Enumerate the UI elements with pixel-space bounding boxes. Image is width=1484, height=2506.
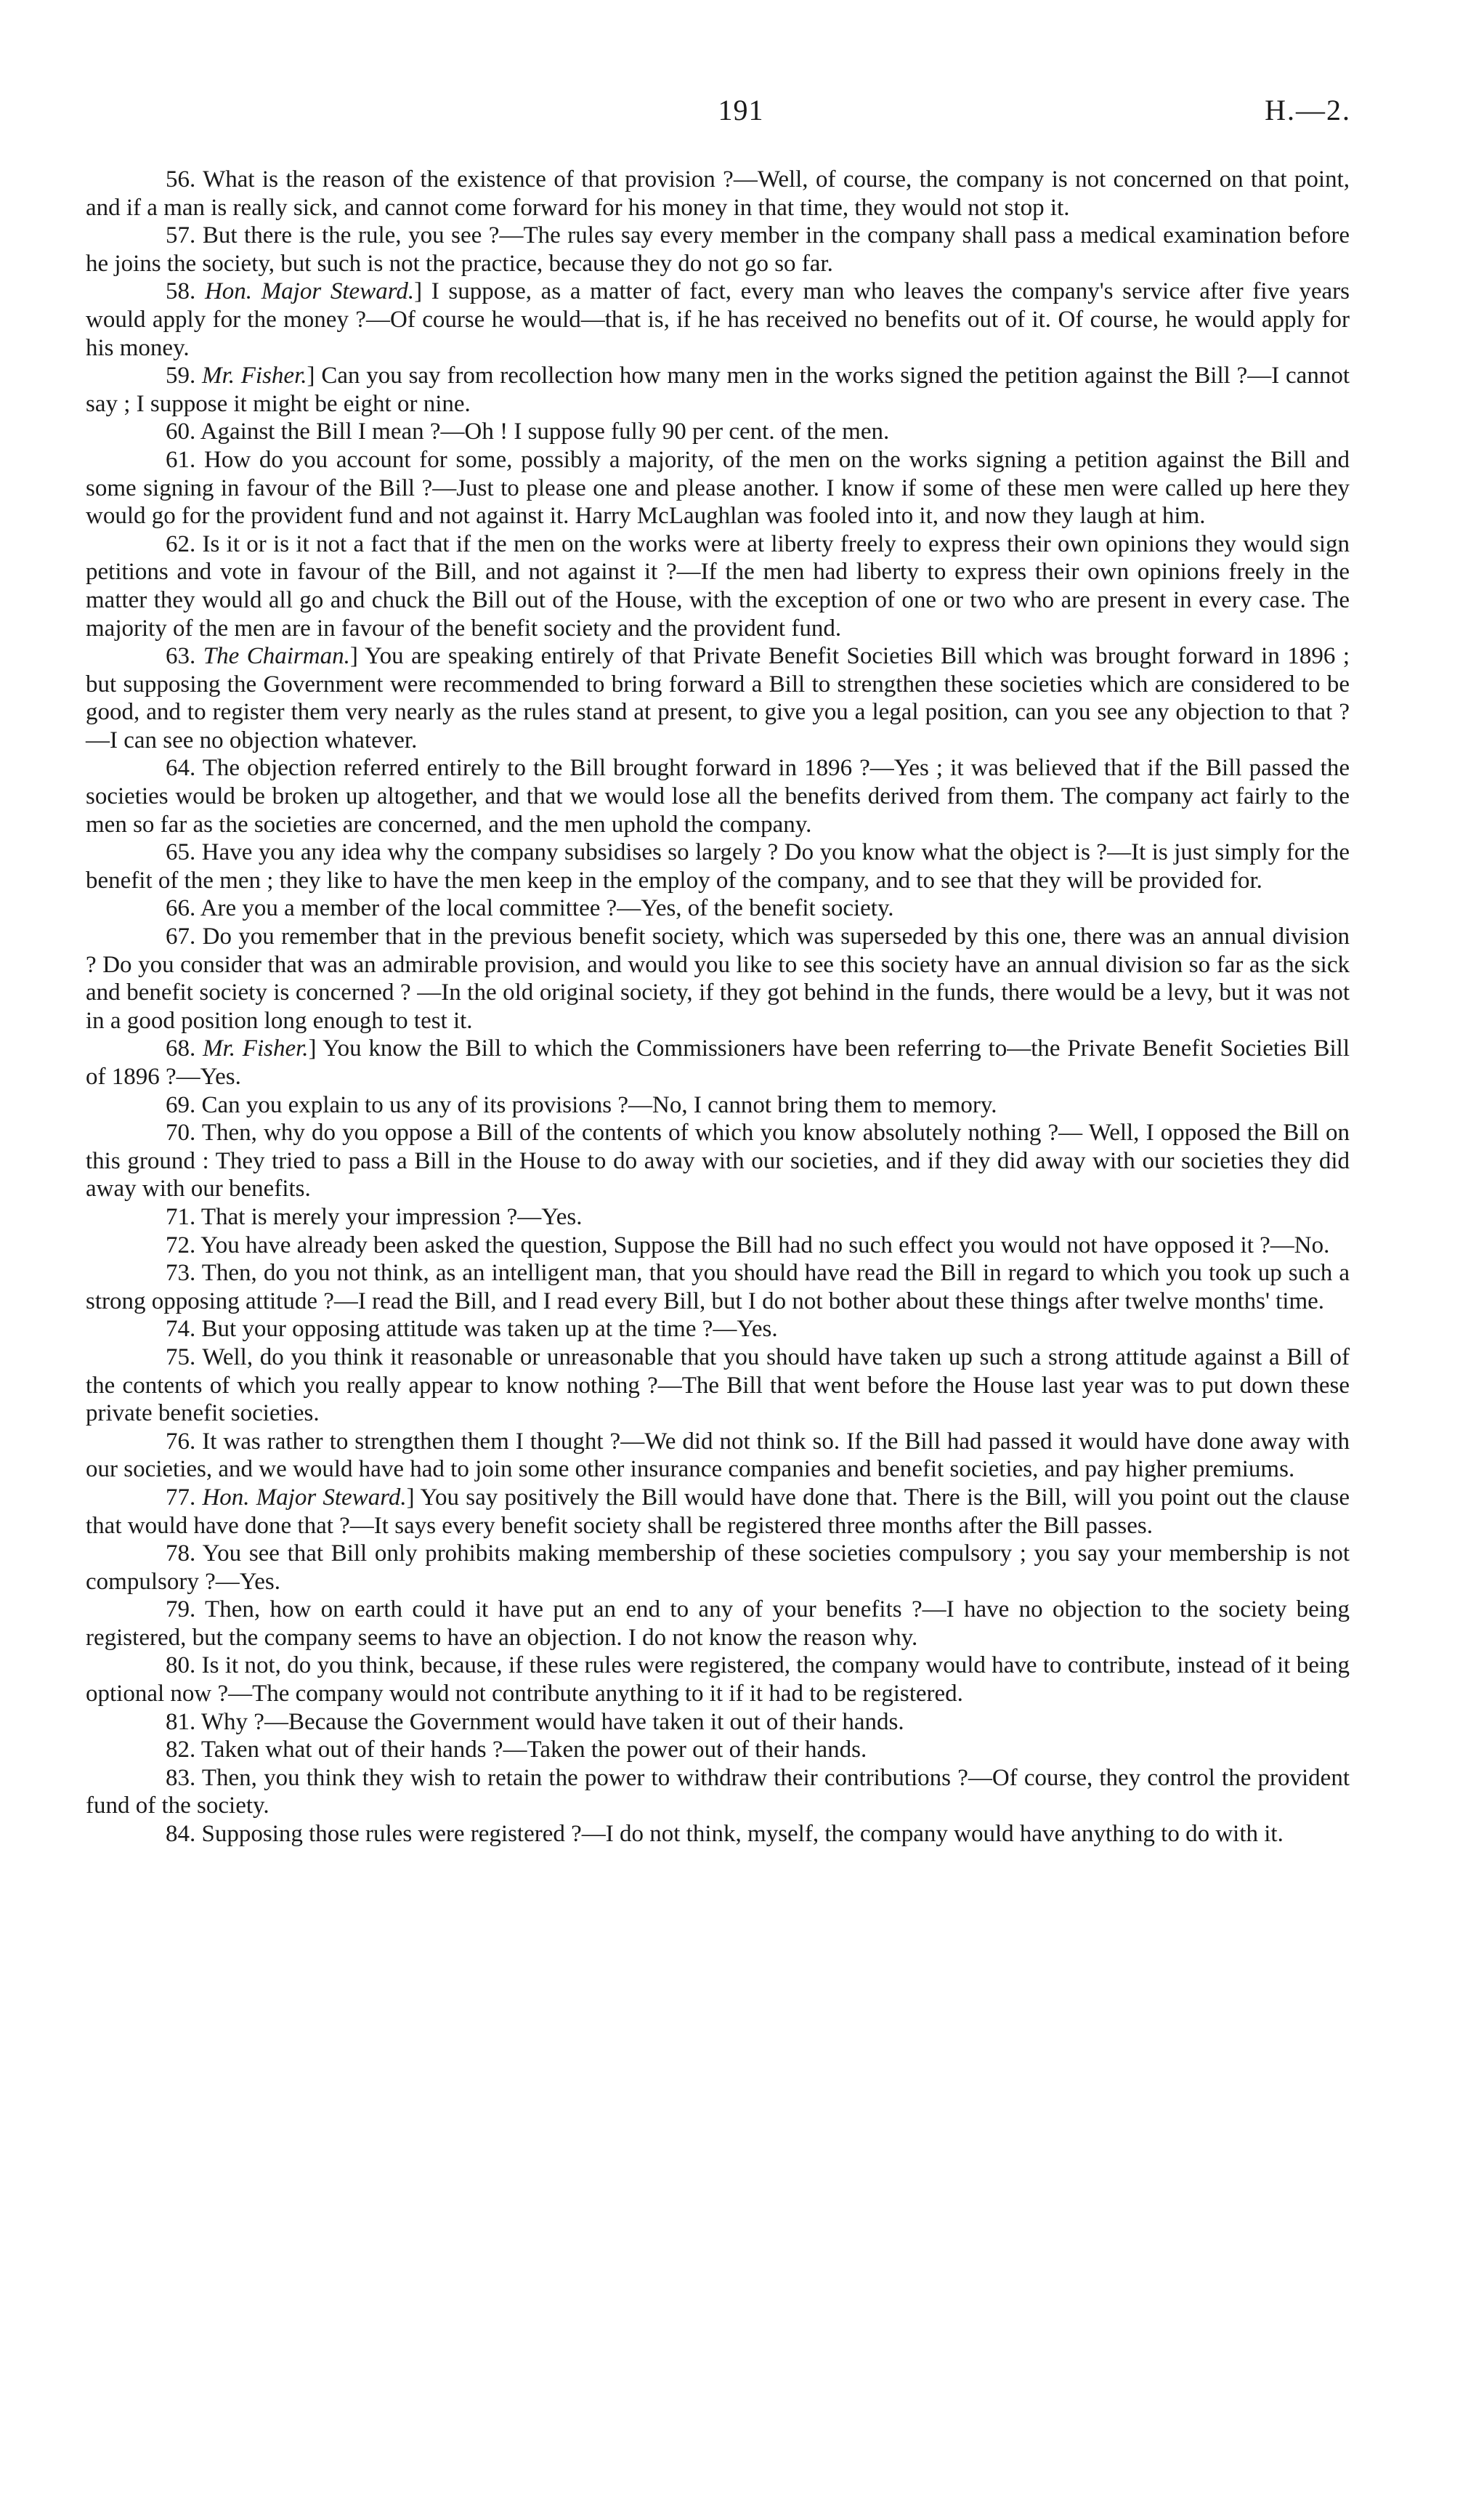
paragraph-text: You have already been asked the question, Suppose the Bill had no such effect you would not have opposed it ?—No. [200,1232,1330,1258]
question-number: 63. [166,643,196,670]
question-number: 64. [166,755,196,782]
paragraph-text: Is it not, do you think, because, if these rules were registered, the company would have to contribute, instead of it being optional now ?—The company would not contribute anything to it if it had to be registered. [86,1652,1350,1707]
paragraph [86,278,1350,362]
paragraph-text: But there is the rule, you see ?—The rules say every member in the company shall pass a medical examination before he joins the society, but such is not the practice, because they do not go so far. [86,222,1350,277]
paragraph [86,1736,1350,1764]
paragraph-text: That is merely your impression ?—Yes. [200,1203,583,1230]
paragraph-text: ] Can you say from recollection how many men in the works signed the petition against the Bill ?—I cannot say ; I suppose it might be eight or nine. [86,363,1350,417]
paragraph-text: Against the Bill I mean ?—Oh ! I suppose fully 90 per cent. of the men. [200,419,890,445]
question-number: 67. [166,923,196,950]
question-number: 72. [166,1232,196,1258]
paragraph-text: Then, do you not think, as an intelligent man, that you should have read the Bill in regard to which you took up such a strong opposing attitude ?—I read the Bill, and I read every Bill, but I do not bother about these things after twelve months' time. [86,1260,1350,1314]
question-number: 82. [166,1737,196,1763]
paragraph [86,1091,1350,1120]
paragraph [86,1428,1350,1484]
paragraph-text: What is the reason of the existence of that provision ?—Well, of course, the company is not concerned on that point, and if a man is really sick, and cannot come forward for his money in that time, they would not stop it. [86,166,1350,221]
paragraph [86,838,1350,894]
paragraph-text: But your opposing attitude was taken up at the time ?—Yes. [201,1316,778,1343]
speaker: Hon. Major Steward. [204,278,415,305]
question-number: 79. [166,1596,196,1623]
paragraph [86,1259,1350,1315]
question-number: 68. [166,1035,196,1062]
paragraph-text: ] You know the Bill to which the Commissioners have been referring to—the Private Benefit Societies Bill of 1896 ?—Yes. [86,1035,1350,1090]
paragraph [86,1315,1350,1343]
paragraph-text: Why ?—Because the Government would have taken it out of their hands. [200,1708,904,1735]
paragraph [86,1035,1350,1091]
paragraph-text: Then, why do you oppose a Bill of the contents of which you know absolutely nothing ?— Well, I opposed the Bill on this ground : They tried to pass a Bill in the House to do away with our societies, and if they did away with our societies they did away with our benefits. [86,1120,1350,1203]
question-number: 62. [166,530,196,557]
paragraph [86,1652,1350,1707]
paragraph-text: It was rather to strengthen them I thought ?—We did not think so. If the Bill had passed it would have done away with our societies, and we would have had to join some other insurance companies and benefit societies, and pay higher premiums. [86,1428,1350,1483]
paragraph [86,1343,1350,1428]
paragraph-text: The objection referred entirely to the Bill brought forward in 1896 ?—Yes ; it was believed that if the Bill passed the societies would be broken up altogether, and that we would lose all the benefits derived from them. The company act fairly to the men so far as the societies are concerned, and the men uphold the company. [86,755,1350,838]
question-number: 75. [166,1343,196,1370]
paragraph-text: Do you remember that in the previous benefit society, which was superseded by this one, there was an annual division ? Do you consider that was an admirable provision, and would you like to see this society have an annual division so far as the sick and benefit society is concerned ? —In the old original society, if they got behind in the funds, there would be a levy, but it was not in a good position long enough to test it. [86,923,1350,1034]
paragraph [86,418,1350,446]
paragraph [86,1820,1350,1848]
document-reference: H.—2. [1265,94,1351,126]
paragraph-text: Is it or is it not a fact that if the men on the works were at liberty freely to express their own opinions they would sign petitions and vote in favour of the Bill, and not against it ?—If the men had liberty to express their own opinions freely in the matter they would all go and chuck the Bill out of the House, with the exception of one or two who are present in every case. The majority of the men are in favour of the benefit society and the provident fund. [86,530,1350,642]
question-number: 84. [166,1821,196,1848]
question-number: 80. [166,1652,196,1679]
paragraph [86,530,1350,642]
paragraph [86,1540,1350,1596]
question-number: 81. [166,1708,196,1735]
question-number: 65. [166,839,196,866]
question-number: 74. [166,1316,196,1343]
question-number: 71. [166,1203,196,1230]
question-number: 78. [166,1540,196,1567]
paragraph [86,166,1350,222]
question-number: 58. [166,278,196,305]
speaker: Mr. Fisher. [203,1035,309,1062]
paragraph-text: Can you explain to us any of its provisions ?—No, I cannot bring them to memory. [201,1091,997,1118]
paragraph [86,1203,1350,1232]
paragraph-text: Are you a member of the local committee ?—Yes, of the benefit society. [200,895,894,922]
paragraph-text: Have you any idea why the company subsidises so largely ? Do you know what the object is ?—It is just simply for the benefit of the men ; they like to have the men keep in the employ of the company, and to see that they will be provided for. [86,839,1350,894]
question-number: 76. [166,1428,196,1455]
question-number: 83. [166,1764,196,1791]
paragraph [86,1119,1350,1203]
question-number: 59. [166,363,196,389]
question-number: 69. [166,1091,196,1118]
paragraph-text: You see that Bill only prohibits making membership of these societies compulsory ; you say your membership is not compulsory ?—Yes. [86,1540,1350,1595]
paragraph-text: Supposing those rules were registered ?—I do not think, myself, the company would have anything to do with it. [201,1821,1284,1848]
paragraph-text: Well, do you think it reasonable or unreasonable that you should have taken up such a strong attitude against a Bill of the contents of which you really appear to know nothing ?—The Bill that went before the House last year was to put down these private benefit societies. [86,1343,1350,1427]
paragraph [86,446,1350,530]
question-number: 61. [166,446,196,473]
paragraph [86,1484,1350,1540]
question-number: 73. [166,1260,196,1287]
paragraph-text: Then, you think they wish to retain the power to withdraw their contributions ?—Of course, they control the provident fund of the society. [86,1764,1350,1819]
paragraph [86,1596,1350,1652]
paragraph [86,1232,1350,1260]
paragraph [86,754,1350,838]
paragraph-text: ] You say positively the Bill would have done that. There is the Bill, will you point out the clause that would have done that ?—It says every benefit society shall be registered three months after the Bill passes. [86,1484,1350,1539]
speaker: The Chairman. [203,643,350,670]
paragraph [86,1764,1350,1820]
speaker: Hon. Major Steward. [202,1484,407,1511]
paragraph-text: Taken what out of their hands ?—Taken the power out of their hands. [200,1737,867,1763]
question-number: 56. [166,166,196,193]
evidence-body [86,166,1350,1848]
paragraph [86,222,1350,278]
question-number: 77. [166,1484,196,1511]
paragraph [86,1708,1350,1737]
paragraph [86,923,1350,1035]
paragraph-text: ] I suppose, as a matter of fact, every man who leaves the company's service after five years would apply for the money ?—Of course he would—that is, if he has received no benefits out of it. Of course, he would apply for his money. [86,278,1350,361]
question-number: 60. [166,419,196,445]
question-number: 70. [166,1120,196,1147]
question-number: 66. [166,895,196,922]
paragraph [86,362,1350,418]
paragraph [86,642,1350,754]
page-number: 191 [718,94,764,126]
paragraph-text: Then, how on earth could it have put an end to any of your benefits ?—I have no objection to the society being registered, but the company seems to have an objection. I do not know the reason why. [86,1596,1350,1651]
paragraph-text: How do you account for some, possibly a majority, of the men on the works signing a petition against the Bill and some signing in favour of the Bill ?—Just to please one and please another. I know if some of these men were called up here they would go for the provident fund and not against it. Harry McLaughlan was fooled into it, and now they laugh at him. [86,446,1350,530]
paragraph [86,894,1350,923]
question-number: 57. [166,222,196,249]
speaker: Mr. Fisher. [202,363,307,389]
paragraph-text: ] You are speaking entirely of that Private Benefit Societies Bill which was brought forward in 1896 ; but supposing the Government were recommended to bring forward a Bill to strengthen these societies which are considered to be good, and to register them very nearly as the rules stand at present, to give you a legal position, can you see any objection to that ?—I can see no objection whatever. [86,643,1350,753]
